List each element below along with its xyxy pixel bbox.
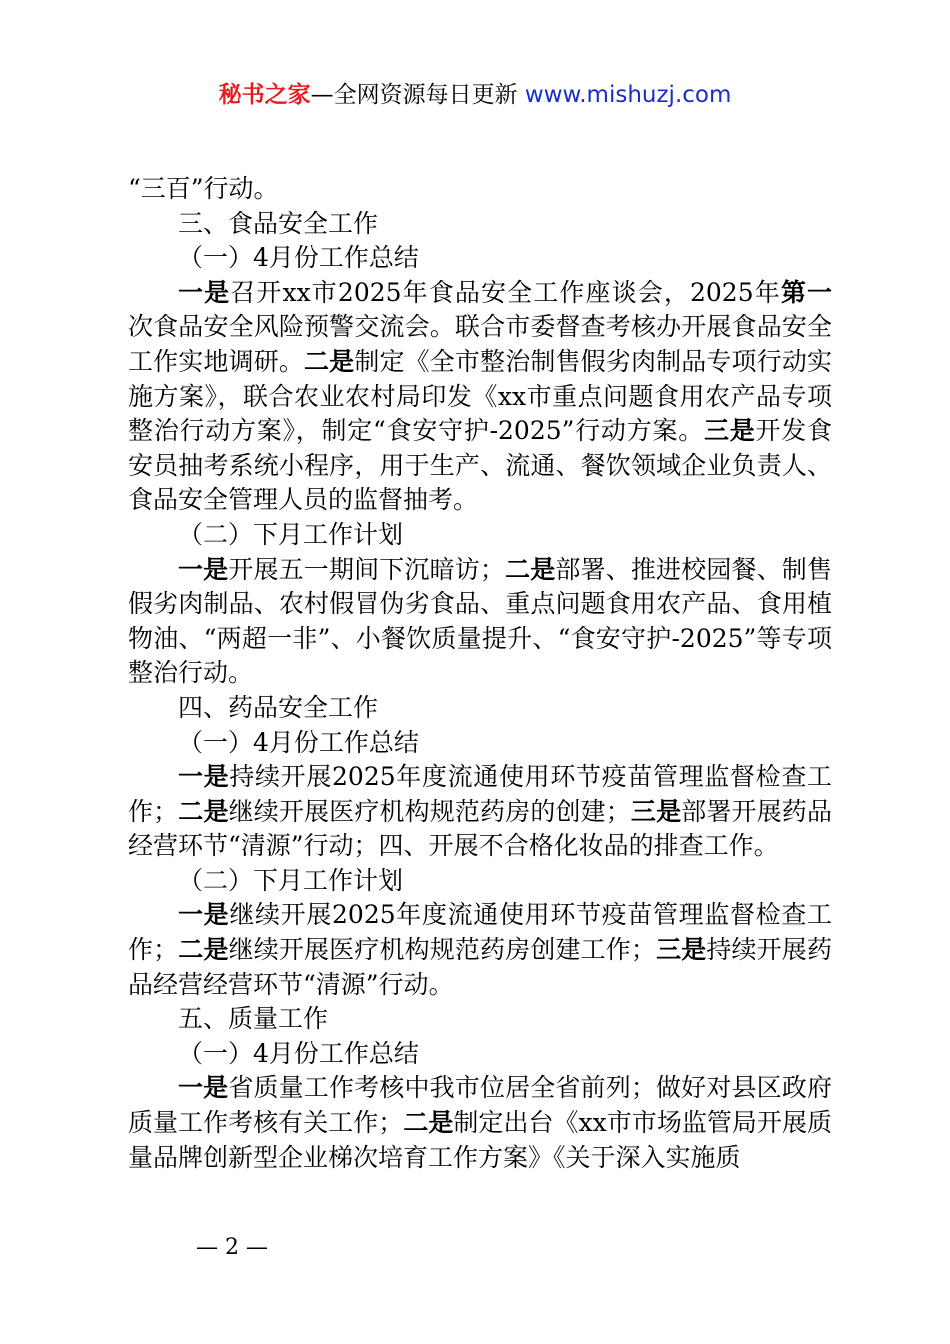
paragraph bbox=[128, 1037, 832, 1072]
bold-marker: 二是 bbox=[403, 1108, 454, 1138]
bold-marker: 二是 bbox=[304, 346, 355, 376]
text-run: 持续开展药品经营经营环节“清源”行动。 bbox=[128, 935, 832, 999]
bold-marker: 二是 bbox=[504, 554, 556, 584]
paragraph bbox=[128, 207, 832, 242]
text-run: 继续开展医疗机构规范药房的创建； bbox=[228, 796, 631, 826]
text-run: 继续开展医疗机构规范药房创建工作； bbox=[228, 935, 656, 965]
text-run: 继续开展2025年度流通使用环节疫苗管理监督检查工作； bbox=[128, 900, 832, 965]
bold-marker: 第一 bbox=[780, 277, 832, 307]
bold-marker: 三是 bbox=[630, 796, 682, 826]
text-run: 部署、推进校园餐、制售假劣肉制品、农村假冒伪劣食品、重点问题食用农产品、食用植物油、“两超一非”、小餐饮质量提升、“食安守护-2025”等专项整治行动。 bbox=[128, 554, 832, 688]
text-run: 开发食安员抽考系统小程序，用于生产、流通、餐饮领域企业负责人、食品安全管理人员的监督抽考。 bbox=[128, 416, 832, 515]
bold-marker: 一是 bbox=[178, 554, 229, 584]
document-body bbox=[128, 172, 832, 1175]
text-run: 开展五一期间下沉暗访； bbox=[228, 554, 505, 584]
page-number: — 2 — bbox=[196, 1235, 268, 1260]
text-run: “三百”行动。 bbox=[128, 174, 279, 203]
text-run: 制定出台《xx市市场监管局开展质量品牌创新型企业梯次培育工作方案》《关于深入实施质 bbox=[128, 1108, 832, 1172]
paragraph bbox=[128, 241, 832, 276]
text-run: （一）4月份工作总结 bbox=[178, 1038, 419, 1068]
paragraph bbox=[128, 518, 832, 553]
text-run: 制定《全市整治制售假劣肉制品专项行动实施方案》，联合农业农村局印发《xx市重点问题食用农产品专项整治行动方案》，制定“食安守护-2025”行动方案。 bbox=[128, 346, 832, 446]
bold-marker: 一是 bbox=[178, 1073, 229, 1103]
paragraph bbox=[128, 760, 832, 864]
bold-marker: 二是 bbox=[178, 796, 229, 826]
paragraph bbox=[128, 1071, 832, 1175]
text-run: （一）4月份工作总结 bbox=[178, 243, 419, 273]
text-run: 召开xx市2025年食品安全工作座谈会，2025年 bbox=[230, 277, 781, 307]
banner-brand: 秘书之家 bbox=[218, 82, 311, 108]
text-run: 三、食品安全工作 bbox=[178, 208, 379, 238]
text-run: 五、质量工作 bbox=[178, 1004, 329, 1034]
bold-marker: 一是 bbox=[178, 277, 231, 307]
paragraph bbox=[128, 172, 832, 207]
text-run: 省质量工作考核中我市位居全省前列；做好对县区政府质量工作考核有关工作； bbox=[128, 1073, 832, 1138]
bold-marker: 三是 bbox=[655, 935, 707, 965]
paragraph bbox=[128, 553, 832, 691]
text-run: 部署开展药品经营环节“清源”行动；四、开展不合格化妆品的排查工作。 bbox=[128, 796, 832, 861]
text-run: 四、药品安全工作 bbox=[178, 692, 379, 722]
text-run: 次食品安全风险预警交流会。联合市委督查考核办开展食品安全工作实地调研。 bbox=[128, 312, 832, 376]
banner-slogan: —全网资源每日更新 bbox=[310, 82, 525, 108]
paragraph bbox=[128, 726, 832, 761]
banner-url[interactable]: www.mishuzj.com bbox=[524, 82, 732, 108]
text-run: （二）下月工作计划 bbox=[178, 865, 404, 895]
text-run: （一）4月份工作总结 bbox=[178, 727, 419, 757]
paragraph bbox=[128, 1002, 832, 1037]
bold-marker: 二是 bbox=[178, 935, 229, 965]
site-banner bbox=[0, 80, 950, 110]
paragraph bbox=[128, 276, 832, 518]
paragraph bbox=[128, 691, 832, 726]
paragraph bbox=[128, 864, 832, 899]
text-run: 持续开展2025年度流通使用环节疫苗管理监督检查工作； bbox=[128, 762, 832, 826]
paragraph bbox=[128, 898, 832, 1002]
bold-marker: 一是 bbox=[178, 762, 230, 792]
bold-marker: 三是 bbox=[703, 416, 756, 446]
text-run: （二）下月工作计划 bbox=[178, 519, 404, 549]
bold-marker: 一是 bbox=[178, 900, 230, 930]
